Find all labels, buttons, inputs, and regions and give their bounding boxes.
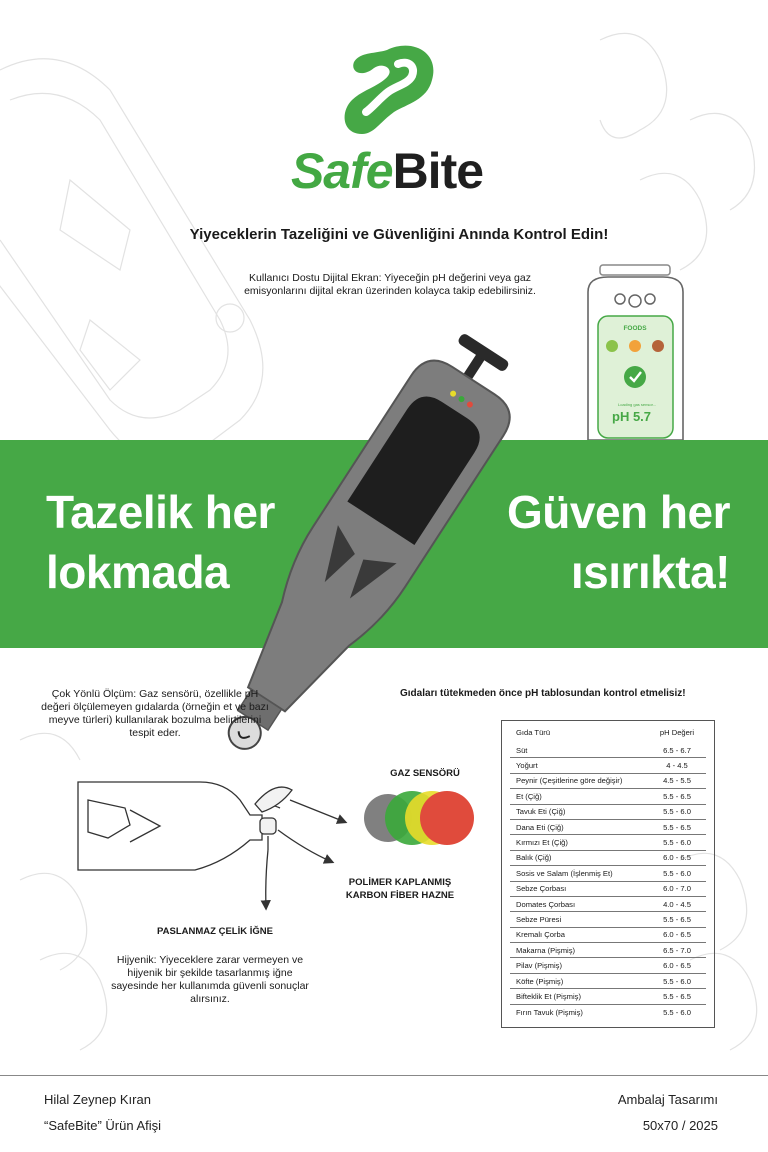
table-cell-food: Kremalı Çorba (516, 930, 565, 940)
footer-divider (0, 1075, 768, 1076)
table-cell-ph: 6.0 - 6.5 (663, 961, 691, 971)
table-cell-ph: 4 - 4.5 (666, 761, 688, 771)
table-cell-food: Sosis ve Salam (İşlenmiş Et) (516, 868, 613, 878)
label-polymer-line1: POLİMER KAPLANMIŞ (348, 877, 452, 888)
footer-subtitle: “SafeBite” Ürün Afişi (44, 1118, 162, 1133)
label-gas-sensor: GAZ SENSÖRÜ (390, 768, 460, 779)
table-cell-ph: 5.5 - 6.0 (663, 976, 691, 986)
table-header-food: Gıda Türü (516, 727, 551, 737)
footer-size-year: 50x70 / 2025 (642, 1118, 718, 1133)
table-cell-ph: 5.5 - 6.0 (663, 868, 691, 878)
table-cell-food: Makarna (Pişmiş) (516, 945, 576, 955)
table-cell-food: Balık (Çiğ) (516, 853, 552, 863)
table-cell-food: Bifteklik Et (Pişmiş) (516, 991, 581, 1001)
table-cell-food: Köfte (Pişmiş) (516, 976, 564, 986)
slogan-left-line1: Tazelik her (46, 486, 275, 538)
slogan-left-line2: lokmada (46, 546, 230, 598)
table-cell-food: Yoğurt (516, 761, 538, 771)
label-polymer-line2: KARBON FİBER HAZNE (345, 890, 455, 901)
table-cell-ph: 5.5 - 6.0 (663, 1007, 691, 1017)
table-cell-ph: 5.5 - 6.5 (663, 791, 691, 801)
slogan-right-line1: Güven her (506, 486, 730, 538)
feature-digital-display: Kullanıcı Dostu Dijital Ekran: Yiyeceğin pH değerini veya gaz emisyonlarını dijital ekran üzerinden kolayca takip edebilirsiniz. (244, 272, 536, 297)
table-cell-ph: 6.0 - 7.0 (663, 884, 691, 894)
feature-versatile-measurement: Çok Yönlü Ölçüm: Gaz sensörü, özellikle pH değeri ölçülemeyen gıdalarda (örneğin et ve bazı meyve türleri) kullanılarak bozulma belirtilerini tespit eder. (41, 688, 269, 739)
table-cell-ph: 6.0 - 6.5 (663, 853, 691, 863)
table-cell-ph: 5.5 - 6.5 (663, 914, 691, 924)
footer-author: Hilal Zeynep Kıran (44, 1092, 151, 1107)
table-cell-food: Pilav (Pişmiş) (516, 961, 562, 971)
table-cell-food: Süt (516, 745, 528, 755)
label-steel-needle: PASLANMAZ ÇELİK İĞNE (157, 926, 273, 937)
table-cell-food: Domates Çorbası (516, 899, 576, 909)
feature-hygienic: Hijyenik: Yiyeceklere zarar vermeyen ve hijyenik bir şekilde tasarlanmış iğne sayesinde her kullanımda güvenli sonuçlar alırsınız. (111, 954, 309, 1005)
label-polymer-chamber (325, 876, 475, 902)
slogan-right-line2: ısırıkta! (570, 546, 730, 598)
table-cell-ph: 5.5 - 6.0 (663, 838, 691, 848)
table-cell-food: Fırın Tavuk (Pişmiş) (516, 1007, 583, 1017)
sensor-red-circle (420, 791, 474, 845)
footer-category: Ambalaj Tasarımı (617, 1092, 718, 1107)
table-cell-ph: 4.5 - 5.5 (663, 776, 691, 786)
table-cell-food: Et (Çiğ) (516, 791, 542, 801)
ph-table-intro: Gıdaları tütekmeden önce pH tablosundan kontrol etmelisiz! (400, 688, 686, 699)
brand-name-bite: Bite (392, 143, 484, 199)
phone-title: FOODS (623, 325, 647, 332)
phone-ph-reading: pH 5.7 (612, 409, 652, 424)
table-cell-food: Sebze Çorbası (516, 884, 567, 894)
table-cell-ph: 4.0 - 4.5 (663, 899, 691, 909)
brand-name-safe: Safe (290, 143, 393, 199)
table-cell-food: Sebze Püresi (516, 914, 562, 924)
table-cell-food: Peynir (Çeşitlerine göre değişir) (516, 776, 623, 786)
page-headline: Yiyeceklerin Tazeliğini ve Güvenliğini Anında Kontrol Edin! (189, 226, 609, 243)
table-cell-food: Tavuk Eti (Çiğ) (516, 807, 566, 817)
table-cell-food: Dana Eti (Çiğ) (516, 822, 564, 832)
device-body-outline (78, 782, 262, 870)
table-header-ph: pH Değeri (659, 727, 695, 737)
table-cell-ph: 6.5 - 7.0 (663, 945, 691, 955)
table-cell-ph: 5.5 - 6.5 (663, 991, 691, 1001)
phone-status: Loading gas sensor... (618, 402, 657, 407)
table-cell-ph: 5.5 - 6.0 (663, 807, 691, 817)
table-cell-food: Kırmızı Et (Çiğ) (516, 838, 568, 848)
table-cell-ph: 6.5 - 6.7 (663, 745, 691, 755)
table-cell-ph: 5.5 - 6.5 (663, 822, 691, 832)
table-cell-ph: 6.0 - 6.5 (663, 930, 691, 940)
